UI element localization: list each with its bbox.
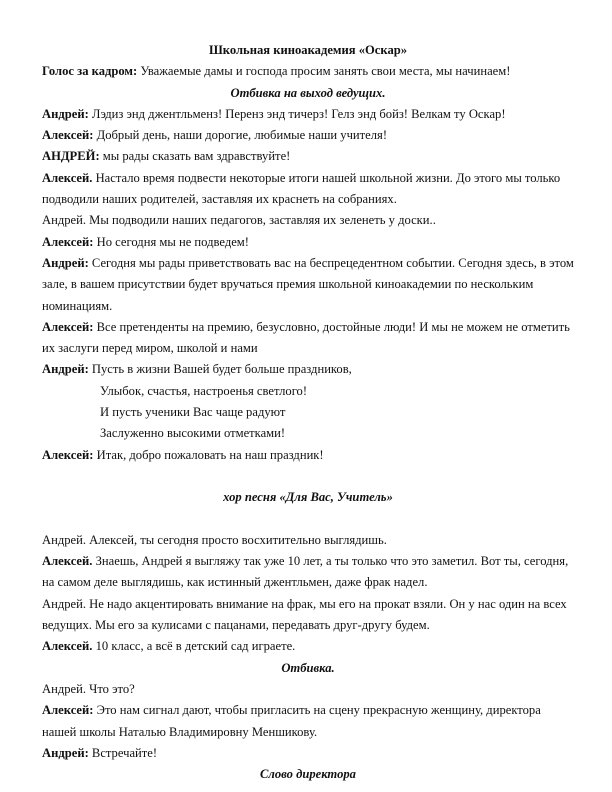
line-text: Все претенденты на премию, безусловно, достойные люди! И мы не можем не отметить их заслуги перед миром, школой и нами [42, 319, 570, 356]
verse-line-2: И пусть ученики Вас чаще радуют [100, 405, 286, 420]
line-text: Пусть в жизни Вашей будет больше праздников, [88, 362, 352, 377]
line-andrey-6: Андрей. Алексей, ты сегодня просто восхитительно выглядишь. [42, 532, 387, 547]
line-text: Лэдиз энд джентльменз! Перенз энд тичерз! Гелз энд бойз! Велкам ту Оскар! [88, 106, 506, 121]
spacer [42, 466, 574, 487]
line-aleksey-8 [42, 700, 574, 743]
stage-heading-intro: Отбивка на выход ведущих. [230, 85, 386, 100]
speaker-label: Алексей. [42, 170, 93, 185]
verse-line-3: Заслуженно высокими отметками! [100, 426, 286, 441]
speaker-label: Голос за кадром: [42, 64, 138, 79]
speaker-label: Алексей: [42, 128, 94, 143]
stage-heading-choir: хор песня «Для Вас, Учитель» [223, 490, 393, 505]
line-text: Но сегодня мы не подведем! [93, 234, 249, 249]
line-text: Сегодня мы рады приветствовать вас на беспрецедентном событии. Сегодня здесь, в этом зале, в вашем присутствии будет вручаться премия школьной киноакадемии по нескольким номинациям. [42, 255, 574, 313]
line-text: Уважаемые дамы и господа просим занять свои места, мы начинаем! [137, 64, 511, 79]
line-text: Добрый день, наши дорогие, любимые наши учителя! [93, 128, 388, 143]
line-text: Встречайте! [88, 745, 158, 760]
line-voiceover [42, 61, 574, 82]
line-text: Настало время подвести некоторые итоги нашей школьной жизни. До этого мы только подводили наших родителей, заставляя их краснеть на собраниях. [42, 170, 561, 207]
speaker-label: Алексей: [42, 703, 94, 718]
speaker-label: Алексей: [42, 447, 94, 462]
line-aleksey-4 [42, 317, 574, 360]
speaker-label: Алексей. [42, 554, 93, 569]
verse-line-1: Улыбок, счастья, настроенья светлого! [100, 383, 308, 398]
line-aleksey-2 [42, 168, 574, 211]
line-andrey-2 [42, 146, 574, 167]
line-text: мы рады сказать вам здравствуйте! [99, 149, 291, 164]
line-text: Это нам сигнал дают, чтобы пригласить на сцену прекрасную женщину, директора нашей школы Наталью Владимировну Меншикову. [42, 703, 541, 739]
line-aleksey-3 [42, 232, 574, 253]
spacer [42, 509, 574, 530]
line-text: 10 класс, а всё в детский сад играете. [92, 639, 296, 654]
line-andrey-9 [42, 743, 574, 764]
speaker-label: Алексей: [42, 319, 94, 334]
line-text: Итак, добро пожаловать на наш праздник! [93, 447, 324, 462]
line-aleksey-7 [42, 636, 574, 657]
line-andrey-1 [42, 104, 574, 125]
stage-heading-director: Слово директора [260, 767, 356, 782]
line-andrey-5 [42, 359, 574, 380]
speaker-label: Андрей: [42, 106, 89, 121]
line-aleksey-5 [42, 445, 574, 466]
line-text: Знаешь, Андрей я выгляжу так уже 10 лет, а ты только что это заметил. Вот ты, сегодня, на самом деле выглядишь, как истинный джентльмен, даже фрак надел. [42, 554, 569, 590]
line-andrey-8: Андрей. Что это? [42, 681, 135, 696]
speaker-label: Андрей: [42, 255, 89, 270]
document-title: Школьная киноакадемия «Оскар» [208, 43, 408, 57]
stage-heading-jingle: Отбивка. [281, 660, 335, 675]
line-aleksey-6 [42, 551, 574, 594]
document-page [42, 40, 574, 785]
speaker-label: Андрей: [42, 362, 89, 377]
line-andrey-4 [42, 253, 574, 317]
line-andrey-7: Андрей. Не надо акцентировать внимание на фрак, мы его на прокат взяли. Он у нас один на всех ведущих. Мы его за кулисами с пацанами, передавать друг-другу будем. [42, 596, 567, 633]
line-andrey-3: Андрей. Мы подводили наших педагогов, заставляя их зеленеть у доски.. [42, 213, 436, 228]
line-aleksey-1 [42, 125, 574, 146]
speaker-label: Андрей: [42, 745, 89, 760]
speaker-label: АНДРЕЙ: [42, 149, 100, 164]
speaker-label: Алексей: [42, 234, 94, 249]
speaker-label: Алексей. [42, 639, 93, 654]
